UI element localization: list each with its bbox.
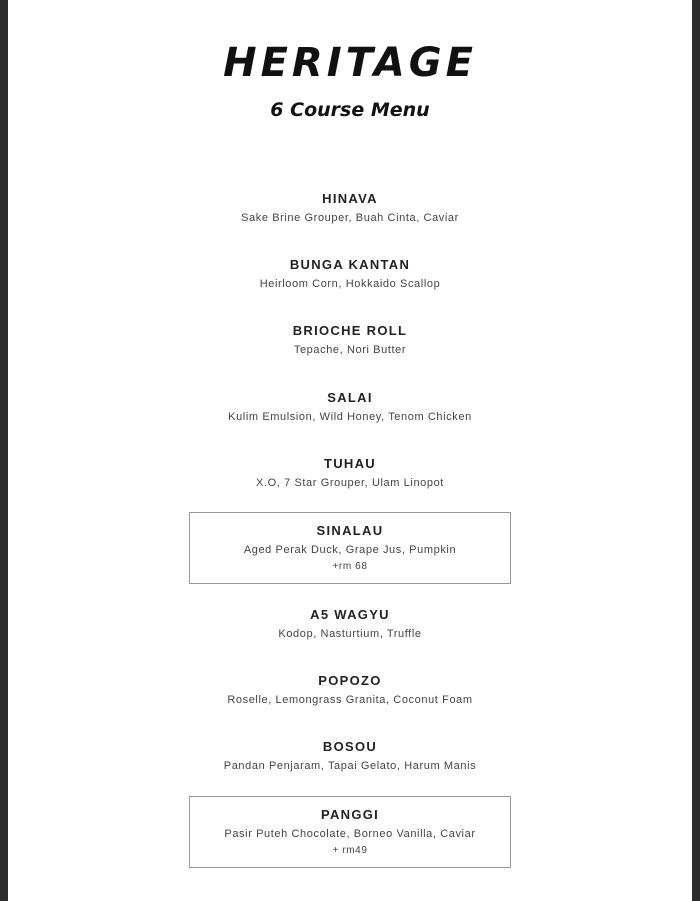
course-item — [189, 257, 511, 291]
course-description: Heirloom Corn, Hokkaido Scallop — [259, 278, 441, 290]
course-description: Aged Perak Duck, Grape Jus, Pumpkin — [243, 544, 457, 556]
menu-title: HERITAGE — [223, 40, 477, 86]
course-name: BRIOCHE ROLL — [292, 323, 408, 338]
course-description: Roselle, Lemongrass Granita, Coconut Foam — [227, 694, 473, 706]
course-name: BOSOU — [322, 739, 378, 754]
course-description: Sake Brine Grouper, Buah Cinta, Caviar — [241, 212, 459, 224]
course-description: Pasir Puteh Chocolate, Borneo Vanilla, Caviar — [224, 828, 476, 840]
course-description: X.O, 7 Star Grouper, Ulam Linopot — [256, 477, 444, 489]
course-name: HINAVA — [322, 191, 378, 206]
course-item — [189, 456, 511, 490]
course-description: Kulim Emulsion, Wild Honey, Tenom Chicken — [228, 411, 472, 423]
course-item-supplement — [189, 512, 511, 584]
course-item — [189, 739, 511, 773]
supplement-price: + rm49 — [332, 845, 368, 856]
menu-subtitle: 6 Course Menu — [270, 99, 430, 121]
course-item — [189, 191, 511, 225]
course-description: Pandan Penjaram, Tapai Gelato, Harum Manis — [223, 760, 477, 772]
course-description: Tepache, Nori Butter — [293, 344, 407, 356]
course-name: TUHAU — [324, 456, 376, 471]
course-item — [189, 607, 511, 641]
course-item-supplement — [189, 796, 511, 868]
course-item — [189, 323, 511, 357]
course-name: SALAI — [327, 390, 373, 405]
course-item — [189, 673, 511, 707]
course-description: Kodop, Nasturtium, Truffle — [278, 628, 422, 640]
course-name: SINALAU — [316, 523, 384, 538]
supplement-price: +rm 68 — [332, 561, 368, 572]
course-name: BUNGA KANTAN — [289, 257, 411, 272]
menu-page — [8, 0, 692, 901]
course-name: A5 WAGYU — [310, 607, 390, 622]
course-name: POPOZO — [318, 673, 382, 688]
course-name: PANGGI — [320, 807, 380, 822]
course-item — [189, 390, 511, 424]
